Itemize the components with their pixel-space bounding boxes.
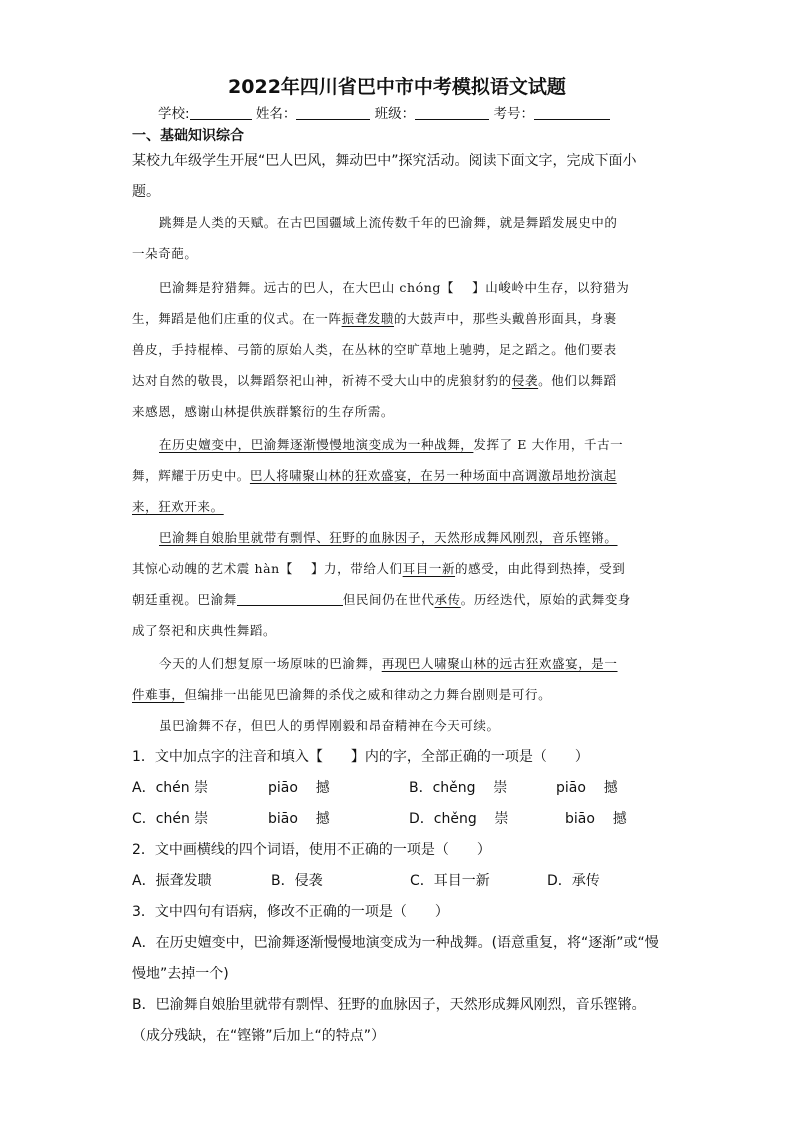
fill-blank[interactable] [237,592,343,606]
q1-option-c-pinyin: biāo 撼 [268,811,330,827]
question-3: 3．文中四句有语病，修改不正确的一项是（ ） [132,904,449,920]
q2-option-d[interactable]: D．承传 [547,873,600,889]
name-blank[interactable] [296,105,370,120]
underlined-sentence: 巴人将啸聚山林的狂欢盛宴，在另一种场面中高调激昂地扮演起 [249,468,617,483]
underlined-sentence: 在历史嬗变中，巴渝舞逐渐慢慢地演变成为一种战舞， [159,437,474,452]
exam-no-label: 考号： [493,106,534,122]
exam-no-blank[interactable] [534,105,610,120]
q1-option-b[interactable]: B．chěng 崇 [409,780,508,796]
q1-option-c[interactable]: C．chén 崇 [132,811,209,827]
passage-line: 舞，辉耀于历史中。巴人将啸聚山林的狂欢盛宴，在另一种场面中高调激昂地扮演起 [132,468,617,483]
q3-option-a-cont: 慢地”去掉一个) [132,966,229,982]
section-heading: 一、基础知识综合 [132,128,244,144]
passage-line: 今天的人们想复原一场原味的巴渝舞，再现巴人啸聚山林的远古狂欢盛宴，是一 [159,656,618,671]
passage-line: 来感恩，感谢山林提供族群繁衍的生存所需。 [132,404,395,419]
student-info-row [158,102,610,122]
passage-line [159,528,689,546]
school-label: 学校: [158,106,190,122]
exam-title: 2022年四川省巴中市中考模拟语文试题 [228,76,566,98]
q1-option-d-pinyin: biāo 撼 [565,811,627,827]
q2-option-b[interactable]: B．侵袭 [271,873,323,889]
q3-option-a[interactable]: A．在历史嬗变中，巴渝舞逐渐慢慢地演变成为一种战舞。(语意重复，将“逐渐”或“慢 [132,935,659,951]
underlined-sentence: 巴渝舞自娘胎里就带有剽悍、狂野的血脉因子，天然形成舞风刚烈，音乐铿锵。 [159,530,618,545]
passage-line: 一朵奇葩。 [132,246,198,261]
q3-option-b[interactable]: B．巴渝舞自娘胎里就带有剽悍、狂野的血脉因子，天然形成舞风刚烈，音乐铿锵。 [132,997,646,1013]
passage-line: 达对自然的敬畏，以舞蹈祭祀山神，祈祷不受大山中的虎狼豺豹的侵袭。他们以舞蹈 [132,373,617,388]
underlined-sentence: 来，狂欢开来。 [132,499,224,514]
passage-line [132,497,662,515]
underlined-term: 振聋发聩 [341,311,395,326]
passage-line: 兽皮，手持棍棒、弓箭的原始人类，在丛林的空旷草地上驰骋，足之蹈之。他们要表 [132,342,617,357]
school-blank[interactable] [190,105,252,120]
underlined-sentence: 再现巴人啸聚山林的远古狂欢盛宴，是一 [381,656,618,671]
q3-option-b-cont: （成分残缺，在“铿锵”后加上“的特点”） [132,1028,386,1044]
question-2: 2．文中画横线的四个词语，使用不正确的一项是（ ） [132,842,491,858]
q1-option-d[interactable]: D．chěng 崇 [409,811,509,827]
underlined-term: 承传 [434,592,461,607]
underlined-term: 耳目一新 [402,561,456,576]
question-1: 1．文中加点字的注音和填入【 】内的字，全部正确的一项是（ ） [132,749,589,765]
name-label: 姓名： [255,106,297,122]
passage-line: 巴渝舞是狩猎舞。远古的巴人，在大巴山 chóng【 】山峻岭中生存，以狩猎为 [159,280,630,295]
passage-line: 其惊心动魄的艺术震 hàn【 】力，带给人们耳目一新的感受，由此得到热捧，受到 [132,561,626,576]
underlined-sentence: 件难事， [132,687,185,702]
underlined-term: 侵袭 [511,373,539,388]
passage-line: 件难事，但编排一出能见巴渝舞的杀伐之威和律动之力舞台剧则是可行。 [132,687,552,702]
passage-line: 虽巴渝舞不存，但巴人的勇悍刚毅和昂奋精神在今天可续。 [159,718,500,733]
q2-option-a[interactable]: A．振聋发聩 [132,873,212,889]
q1-option-b-pinyin: piāo 撼 [556,780,618,796]
passage-line: 成了祭祀和庆典性舞蹈。 [132,623,277,638]
passage-line: 在历史嬗变中，巴渝舞逐渐慢慢地演变成为一种战舞，发挥了 E 大作用，千古一 [159,437,624,452]
q2-option-c[interactable]: C．耳目一新 [410,873,490,889]
class-blank[interactable] [415,105,489,120]
intro-line-2: 题。 [132,184,160,200]
intro-line-1: 某校九年级学生开展“巴人巴风，舞动巴中”探究活动。阅读下面文字，完成下面小 [132,153,637,169]
q1-option-a[interactable]: A．chén 崇 [132,780,209,796]
passage-line: 跳舞是人类的天赋。在古巴国疆域上流传数千年的巴渝舞，就是舞蹈发展史中的 [159,215,618,230]
passage-line: 生，舞蹈是他们庄重的仪式。在一阵振聋发聩的大鼓声中，那些头戴兽形面具，身裹 [132,311,617,326]
q1-option-a-pinyin: piāo 撼 [268,780,330,796]
passage-line: 朝廷重视。巴渝舞 但民间仍在世代承传。历经迭代，原始的武舞变身 [132,592,632,607]
class-label: 班级： [374,106,416,122]
